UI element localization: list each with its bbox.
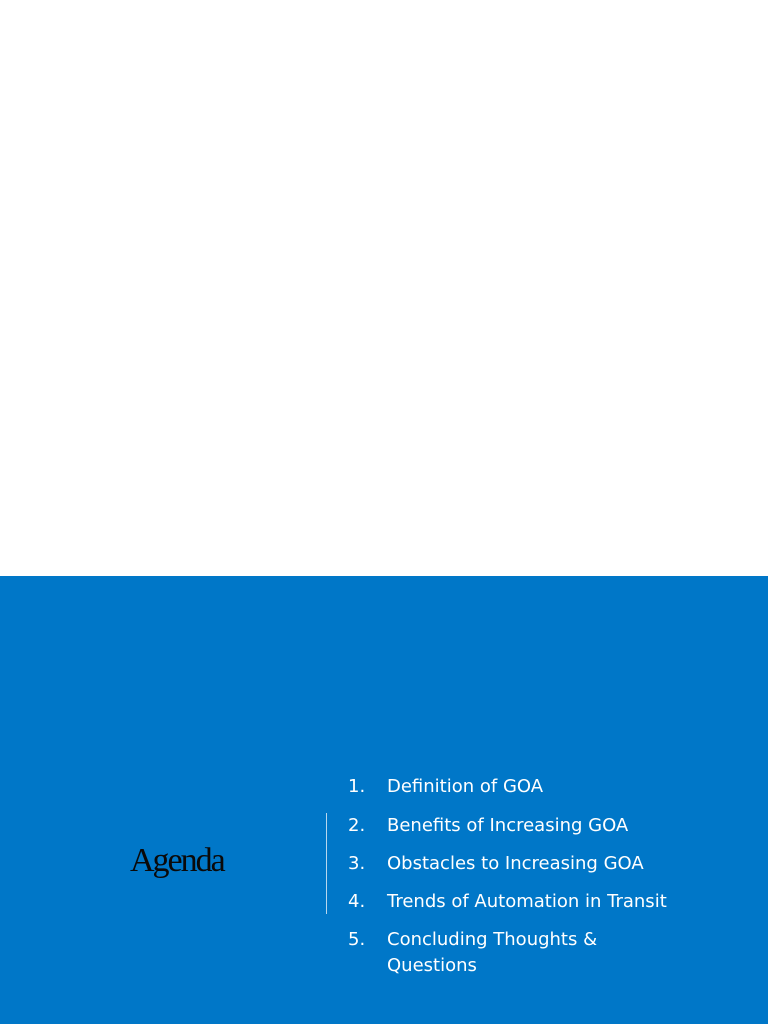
agenda-item-number: 2. — [348, 815, 366, 836]
agenda-title: Agenda — [130, 842, 224, 879]
vertical-divider — [326, 813, 327, 914]
agenda-item-text: Definition of GOA — [387, 776, 544, 797]
agenda-item-text: Trends of Automation in Transit — [387, 891, 667, 912]
agenda-item-text: Obstacles to Increasing GOA — [387, 853, 644, 874]
agenda-item-number: 3. — [348, 853, 366, 874]
agenda-item-text: Concluding Thoughts & Questions — [387, 929, 598, 976]
agenda-item-number: 1. — [348, 776, 366, 797]
agenda-item-number: 4. — [348, 891, 366, 912]
agenda-item-text: Benefits of Increasing GOA — [387, 815, 629, 836]
agenda-item-number: 5. — [348, 929, 366, 950]
